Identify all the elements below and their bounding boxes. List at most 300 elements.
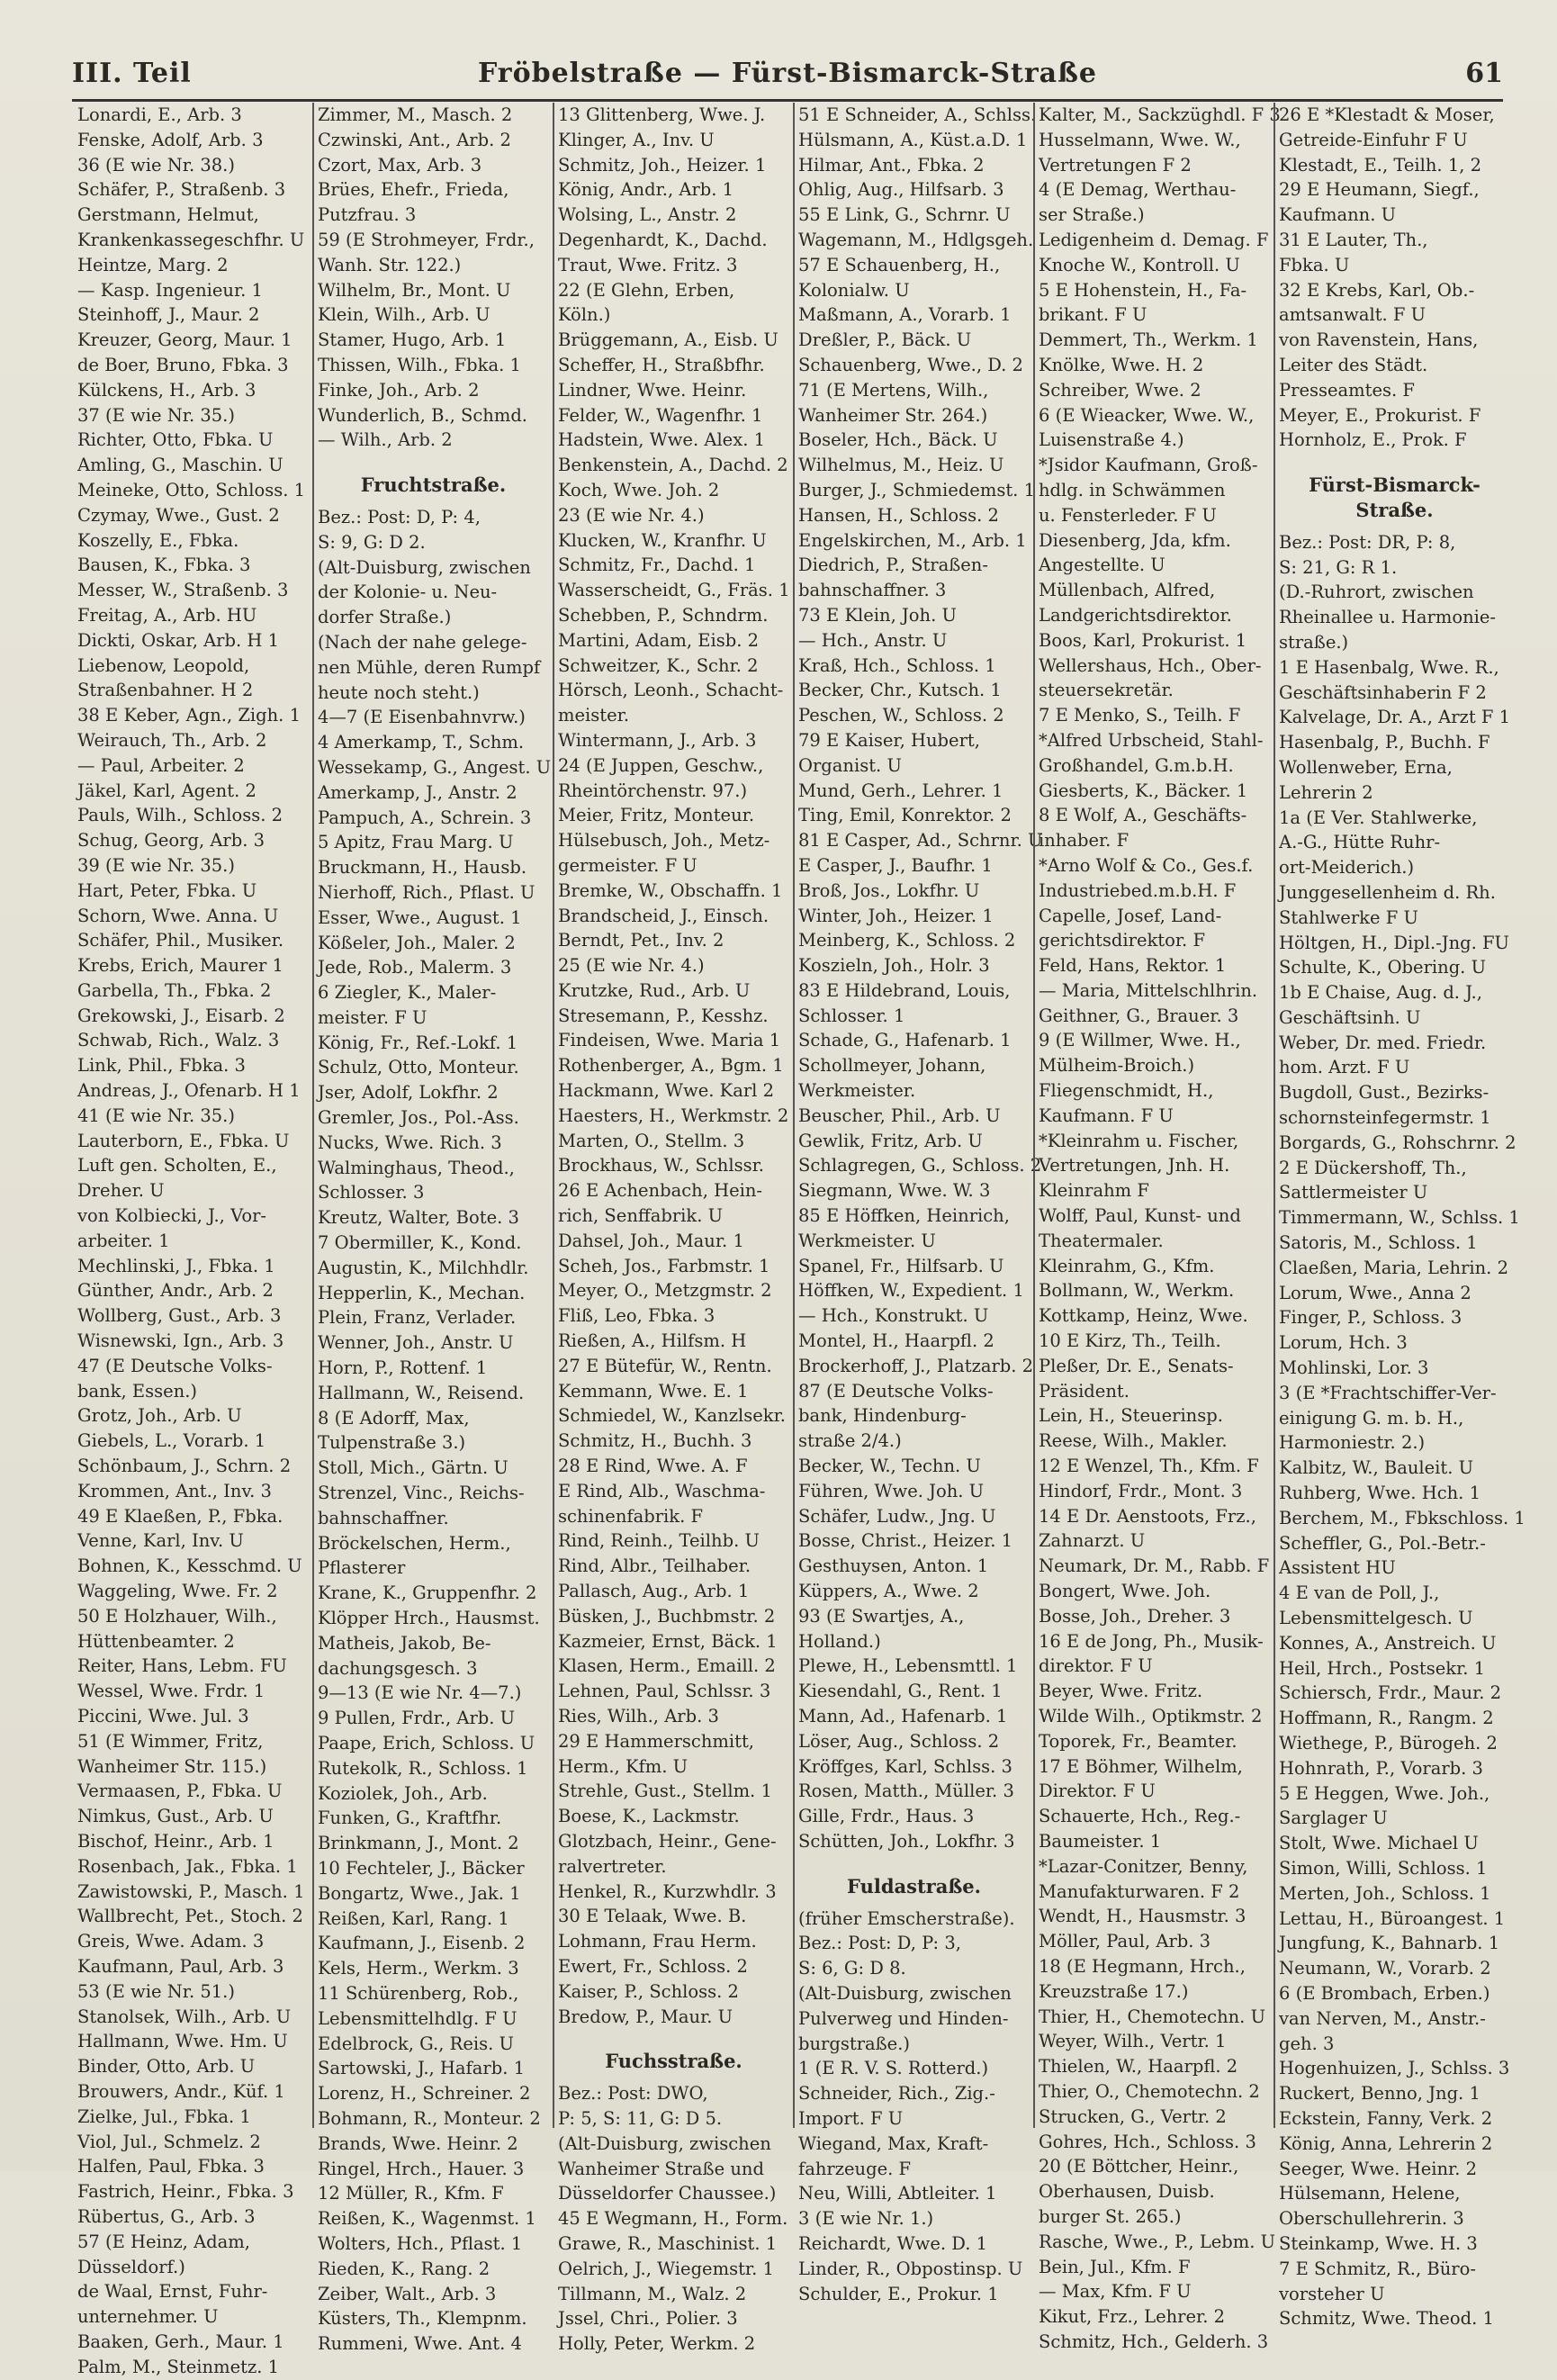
- directory-entry: Kreutz, Walter, Bote. 3: [318, 1207, 519, 1229]
- directory-entry: 8 E Wolf, A., Geschäfts-: [1039, 805, 1247, 826]
- directory-entry: burgstraße.): [798, 2033, 911, 2054]
- directory-entry: Lehnen, Paul, Schlssr. 3: [558, 1681, 771, 1702]
- directory-entry: Wilhelm, Br., Mont. U: [318, 279, 511, 301]
- directory-entry: 37 (E wie Nr. 35.): [77, 404, 235, 426]
- directory-entry: Wintermann, J., Arb. 3: [558, 729, 757, 751]
- directory-entry: Brands, Wwe. Heinr. 2: [318, 2132, 518, 2154]
- directory-entry: Bez.: Post: DR, P: 8,: [1279, 531, 1456, 553]
- directory-entry: Krane, K., Gruppenfhr. 2: [318, 1582, 537, 1604]
- directory-entry: Schlosser. 1: [798, 1005, 905, 1026]
- directory-entry: Lorum, Wwe., Anna 2: [1279, 1282, 1472, 1303]
- directory-entry: Kemmann, Wwe. E. 1: [558, 1380, 749, 1402]
- directory-entry: 51 (E Wimmer, Fritz,: [77, 1730, 264, 1752]
- directory-entry: Peschen, W., Schloss. 2: [798, 705, 1004, 726]
- directory-entry: Glotzbach, Heinr., Gene-: [558, 1830, 777, 1852]
- directory-entry: Pampuch, A., Schrein. 3: [318, 807, 532, 828]
- directory-entry: Bez.: Post: D, P: 4,: [318, 506, 481, 527]
- street-heading: Fürst-Bismarck-Straße.: [1309, 473, 1480, 521]
- directory-entry: 3 (E *Frachtschiffer-Ver-: [1279, 1382, 1497, 1403]
- directory-entry: 6 (E Wieacker, Wwe. W.,: [1039, 404, 1255, 426]
- directory-entry: Pallasch, Aug., Arb. 1: [558, 1581, 750, 1602]
- directory-entry: Ewert, Fr., Schloss. 2: [558, 1955, 748, 1977]
- directory-entry: 49 E Klaeßen, P., Fbka.: [77, 1505, 284, 1527]
- directory-entry: Lein, H., Steuerinsp.: [1039, 1405, 1223, 1427]
- directory-entry: Junggesellenheim d. Rh.: [1279, 881, 1496, 903]
- directory-entry: Lindner, Wwe. Heinr.: [558, 379, 747, 401]
- directory-entry: Koszieln, Joh., Holr. 3: [798, 955, 990, 977]
- directory-entry: Engelskirchen, M., Arb. 1: [798, 529, 1027, 551]
- directory-entry: Wasserscheidt, G., Fräs. 1: [558, 580, 790, 601]
- directory-entry: Finke, Joh., Arb. 2: [318, 379, 480, 401]
- directory-entry: Lonardi, E., Arb. 3: [77, 104, 242, 125]
- directory-entry: Wiethege, P., Bürogeh. 2: [1279, 1733, 1498, 1753]
- directory-entry: rich, Senffabrik. U: [558, 1205, 724, 1227]
- directory-entry: Bez.: Post: DWO,: [558, 2083, 708, 2105]
- directory-entry: Kaiser, P., Schloss. 2: [558, 1980, 739, 2002]
- directory-entry: meister.: [558, 705, 630, 726]
- directory-entry: bahnschaffner. 3: [798, 580, 947, 601]
- directory-entry: Wanheimer Str. 264.): [798, 404, 988, 426]
- directory-entry: Benkenstein, A., Dachd. 2: [558, 455, 788, 476]
- directory-entry: Klucken, W., Kranfhr. U: [558, 529, 767, 551]
- directory-entry: Lauterborn, E., Fbka. U: [77, 1130, 290, 1151]
- directory-entry: 59 (E Strohmeyer, Frdr.,: [318, 229, 535, 250]
- directory-entry: Schauenberg, Wwe., D. 2: [798, 354, 1023, 375]
- directory-entry: Mohlinski, Lor. 3: [1279, 1357, 1429, 1379]
- directory-entry: Amling, G., Maschin. U: [77, 455, 284, 476]
- directory-entry: Jser, Adolf, Lokfhr. 2: [318, 1082, 499, 1104]
- directory-entry: 50 E Holzhauer, Wilh.,: [77, 1605, 277, 1627]
- directory-entry: 7 E Menko, S., Teilh. F: [1039, 705, 1241, 726]
- directory-entry: Bein, Jul., Kfm. F: [1039, 2256, 1191, 2277]
- directory-entry: — Hch., Konstrukt. U: [798, 1305, 989, 1327]
- directory-entry: Herm., Kfm. U: [558, 1755, 688, 1777]
- directory-entry: 93 (E Swartjes, A.,: [798, 1605, 965, 1627]
- directory-entry: Eckstein, Fanny, Verk. 2: [1279, 2107, 1493, 2129]
- directory-entry: 16 E de Jong, Ph., Musik-: [1039, 1630, 1264, 1652]
- directory-entry: E Rind, Alb., Waschma-: [558, 1480, 766, 1501]
- directory-entry: Schlosser. 3: [318, 1182, 425, 1204]
- directory-entry: Schäfer, Phil., Musiker.: [77, 930, 284, 951]
- directory-entry: Meyer, O., Metzgmstr. 2: [558, 1280, 772, 1302]
- directory-entry: Schmitz, Fr., Dachd. 1: [558, 554, 756, 576]
- directory-entry: 29 E Hammerschmitt,: [558, 1730, 755, 1752]
- directory-entry: Wilde Wilh., Optikmstr. 2: [1039, 1706, 1263, 1726]
- directory-entry: Satoris, M., Schloss. 1: [1279, 1232, 1478, 1254]
- directory-entry: 36 (E wie Nr. 38.): [77, 154, 235, 176]
- directory-entry: Oelrich, J., Wiegemstr. 1: [558, 2258, 774, 2279]
- directory-entry: Heil, Hrch., Postsekr. 1: [1279, 1657, 1486, 1679]
- directory-entry: Import. F U: [798, 2107, 904, 2129]
- directory-entry: Zahnarzt. U: [1039, 1530, 1146, 1552]
- directory-entry: Schönbaum, J., Schrn. 2: [77, 1456, 292, 1477]
- directory-entry: — Maria, Mittelschlhrin.: [1039, 979, 1258, 1001]
- directory-entry: von Ravenstein, Hans,: [1279, 329, 1479, 351]
- directory-entry: Brockhaus, W., Schlssr.: [558, 1155, 764, 1176]
- directory-entry: Becker, W., Techn. U: [798, 1456, 981, 1477]
- directory-entry: nen Mühle, deren Rumpf: [318, 656, 541, 678]
- directory-entry: Tulpenstraße 3.): [318, 1432, 466, 1454]
- directory-entry: Wolters, Hch., Pflast. 1: [318, 2232, 523, 2254]
- directory-entry: 24 (E Juppen, Geschw.,: [558, 754, 764, 776]
- directory-entry: Boos, Karl, Prokurist. 1: [1039, 629, 1247, 651]
- directory-entry: Klasen, Herm., Emaill. 2: [558, 1655, 776, 1677]
- directory-entry: ser Straße.): [1039, 204, 1145, 226]
- directory-entry: 38 E Keber, Agn., Zigh. 1: [77, 705, 301, 726]
- directory-entry: Schulder, E., Prokur. 1: [798, 2283, 999, 2304]
- directory-entry: Stahlwerke F U: [1279, 906, 1418, 928]
- directory-entry: 32 E Krebs, Karl, Ob.-: [1279, 279, 1475, 301]
- directory-entry: Hogenhuizen, J., Schlss. 3: [1279, 2058, 1510, 2079]
- directory-entry: Rind, Reinh., Teilhb. U: [558, 1530, 760, 1552]
- directory-entry: 39 (E wie Nr. 35.): [77, 854, 235, 876]
- directory-entry: Krommen, Ant., Inv. 3: [77, 1480, 272, 1501]
- directory-entry: Seeger, Wwe. Heinr. 2: [1279, 2158, 1478, 2179]
- directory-entry: Augustin, K., Milchhdlr.: [318, 1257, 529, 1278]
- directory-entry: Garbella, Th., Fbka. 2: [77, 979, 272, 1001]
- directory-entry: Neumann, W., Vorarb. 2: [1279, 1958, 1491, 1979]
- directory-entry: Liebenow, Leopold,: [77, 654, 250, 676]
- directory-entry: Binder, Otto, Arb. U: [77, 2056, 256, 2078]
- directory-entry: Zeiber, Walt., Arb. 3: [318, 2283, 497, 2304]
- directory-entry: Jssel, Chri., Polier. 3: [558, 2308, 738, 2330]
- directory-entry: Dreher. U: [77, 1180, 165, 1202]
- directory-entry: Höltgen, H., Dipl.-Jng. FU: [1279, 932, 1509, 953]
- directory-entry: Meyer, E., Prokurist. F: [1279, 404, 1481, 426]
- directory-entry: Getreide-Einfuhr F U: [1279, 129, 1468, 150]
- directory-entry: Stresemann, P., Kesshz.: [558, 1005, 769, 1026]
- directory-entry: Fliß, Leo, Fbka. 3: [558, 1305, 716, 1327]
- directory-entry: 10 Fechteler, J., Bäcker: [318, 1857, 525, 1879]
- column-5: [1033, 103, 1281, 2352]
- directory-entry: 81 E Casper, Ad., Schrnr. U: [798, 830, 1043, 852]
- directory-entry: Hallmann, W., Reisend.: [318, 1382, 525, 1403]
- directory-entry: *Kleinrahm u. Fischer,: [1039, 1130, 1239, 1151]
- directory-entry: Henkel, R., Kurzwhdlr. 3: [558, 1880, 777, 1902]
- directory-entry: Thielen, W., Haarpfl. 2: [1039, 2056, 1238, 2078]
- directory-entry: Ries, Wilh., Arb. 3: [558, 1706, 719, 1726]
- directory-entry: Küsters, Th., Klempnm.: [318, 2308, 527, 2330]
- directory-entry: Hansen, H., Schloss. 2: [798, 504, 999, 526]
- directory-entry: Grawe, R., Maschinist. 1: [558, 2232, 778, 2254]
- directory-entry: Dreßler, P., Bäck. U: [798, 329, 972, 351]
- directory-entry: Wollenweber, Erna,: [1279, 756, 1453, 778]
- directory-entry: 1b E Chaise, Aug. d. J.,: [1279, 982, 1482, 1004]
- directory-entry: Messer, W., Straßenb. 3: [77, 580, 289, 601]
- directory-entry: 53 (E wie Nr. 51.): [77, 1980, 235, 2002]
- directory-entry: 73 E Klein, Joh. U: [798, 604, 957, 626]
- directory-entry: Ruhberg, Wwe. Hch. 1: [1279, 1483, 1480, 1504]
- directory-entry: Siegmann, Wwe. W. 3: [798, 1180, 991, 1202]
- directory-entry: 22 (E Glehn, Erben,: [558, 279, 735, 301]
- directory-entry: de Waal, Ernst, Fuhr-: [77, 2281, 268, 2303]
- directory-entry: Ledigenheim d. Demag. F: [1039, 229, 1269, 250]
- directory-entry: Kaufmann. F U: [1039, 1104, 1174, 1126]
- directory-entry: Bröckelschen, Herm.,: [318, 1532, 511, 1554]
- directory-entry: Hindorf, Frdr., Mont. 3: [1039, 1480, 1243, 1501]
- directory-entry: Bez.: Post: D, P: 3,: [798, 1933, 961, 1954]
- directory-entry: 13 Glittenberg, Wwe. J.: [558, 104, 766, 125]
- directory-entry: Bohmann, R., Monteur. 2: [318, 2107, 541, 2129]
- directory-entry: Kreuzer, Georg, Maur. 1: [77, 329, 292, 351]
- directory-entry: Schmitz, Hch., Gelderh. 3: [1039, 2330, 1269, 2352]
- directory-entry: Angestellte. U: [1039, 554, 1166, 576]
- directory-entry: 28 E Rind, Wwe. A. F: [558, 1456, 748, 1477]
- directory-entry: Manufakturwaren. F 2: [1039, 1880, 1240, 1902]
- directory-entry: Mechlinski, J., Fbka. 1: [77, 1255, 275, 1276]
- directory-entry: Landgerichtsdirektor.: [1039, 604, 1232, 626]
- directory-entry: Boese, K., Lackmstr.: [558, 1806, 740, 1827]
- directory-entry: hdlg. in Schwämmen: [1039, 479, 1226, 500]
- directory-entry: Weirauch, Th., Arb. 2: [77, 729, 267, 751]
- directory-entry: Hepperlin, K., Mechan.: [318, 1282, 526, 1303]
- directory-entry: Rheintörchenstr. 97.): [558, 780, 748, 801]
- directory-entry: Heintze, Marg. 2: [77, 254, 229, 275]
- directory-entry: Müllenbach, Alfred,: [1039, 580, 1216, 601]
- directory-entry: bank, Essen.): [77, 1380, 198, 1402]
- directory-entry: 7 E Schmitz, R., Büro-: [1279, 2258, 1476, 2279]
- directory-entry: Dickti, Oskar, Arb. H 1: [77, 629, 279, 651]
- directory-entry: 17 E Böhmer, Wilhelm,: [1039, 1755, 1243, 1777]
- directory-entry: Jungfung, K., Bahnarb. 1: [1279, 1933, 1500, 1954]
- directory-entry: Stoll, Mich., Gärtn. U: [318, 1457, 508, 1479]
- directory-entry: einigung G. m. b. H.,: [1279, 1407, 1464, 1429]
- directory-entry: Greis, Wwe. Adam. 3: [77, 1931, 265, 1952]
- directory-entry: hom. Arzt. F U: [1279, 1057, 1410, 1078]
- part-label: III. Teil: [72, 58, 192, 89]
- directory-entry: Präsident.: [1039, 1380, 1130, 1402]
- column-3: [553, 103, 793, 2355]
- directory-entry: Klöpper Hrch., Hausmst.: [318, 1608, 540, 1629]
- directory-entry: Rosenbach, Jak., Fbka. 1: [77, 1855, 298, 1877]
- directory-entry: Brüggemann, A., Eisb. U: [558, 329, 778, 351]
- directory-entry: Schneider, Rich., Zig.-: [798, 2083, 995, 2105]
- directory-entry: (früher Emscherstraße).: [798, 1907, 1015, 1929]
- directory-entry: Wenner, Joh., Anstr. U: [318, 1332, 514, 1354]
- directory-entry: Lebensmittelhdlg. F U: [318, 2007, 518, 2029]
- directory-entry: Scheffer, H., Straßbfhr.: [558, 354, 765, 375]
- directory-entry: Stamer, Hugo, Arb. 1: [318, 329, 507, 351]
- directory-entry: Kößeler, Joh., Maler. 2: [318, 932, 516, 953]
- column-1: [74, 103, 312, 2377]
- directory-entry: Büsken, J., Buchbmstr. 2: [558, 1605, 776, 1627]
- directory-entry: Merten, Joh., Schloss. 1: [1279, 1882, 1491, 1904]
- directory-entry: 29 E Heumann, Siegf.,: [1279, 179, 1480, 201]
- directory-entry: Wanh. Str. 122.): [318, 254, 462, 275]
- directory-entry: 41 (E wie Nr. 35.): [77, 1104, 235, 1126]
- directory-entry: 5 E Heggen, Wwe. Joh.,: [1279, 1782, 1490, 1804]
- directory-entry: Hallmann, Wwe. Hm. U: [77, 2031, 288, 2052]
- directory-entry: Assistent HU: [1279, 1557, 1396, 1579]
- directory-entry: Lorenz, H., Schreiner. 2: [318, 2083, 531, 2105]
- directory-entry: Czymay, Wwe., Gust. 2: [77, 504, 280, 526]
- directory-entry: Klestadt, E., Teilh. 1, 2: [1279, 154, 1482, 176]
- directory-entry: Reißen, K., Wagenmst. 1: [318, 2208, 536, 2230]
- directory-entry: Brinkmann, J., Mont. 2: [318, 1833, 519, 1854]
- directory-entry: Schmiedel, W., Kanzlsekr.: [558, 1405, 786, 1427]
- directory-entry: Luft gen. Scholten, E.,: [77, 1155, 277, 1176]
- directory-entry: Kraß, Hch., Schloss. 1: [798, 654, 996, 676]
- directory-entry: inhaber. F: [1039, 830, 1130, 852]
- directory-entry: Boseler, Hch., Bäck. U: [798, 429, 998, 451]
- directory-entry: Rummeni, Wwe. Ant. 4: [318, 2333, 522, 2355]
- directory-entry: S: 9, G: D 2.: [318, 531, 426, 553]
- directory-entry: Weyer, Wilh., Vertr. 1: [1039, 2031, 1227, 2052]
- directory-entry: Berndt, Pet., Inv. 2: [558, 930, 724, 951]
- directory-entry: 5 E Hohenstein, H., Fa-: [1039, 279, 1247, 301]
- directory-entry: Küppers, A., Wwe. 2: [798, 1581, 979, 1602]
- directory-entry: 10 E Kirz, Th., Teilh.: [1039, 1330, 1221, 1352]
- directory-entry: Nierhoff, Rich., Pflast. U: [318, 881, 536, 903]
- directory-entry: 27 E Bütefür, W., Rentn.: [558, 1355, 772, 1376]
- directory-entry: Stanolsek, Wilh., Arb. U: [77, 2006, 292, 2027]
- directory-entry: Sarglager U: [1279, 1808, 1388, 1829]
- directory-entry: Piccini, Wwe. Jul. 3: [77, 1706, 249, 1726]
- directory-entry: (Alt-Duisburg, zwischen: [798, 1982, 1012, 2004]
- directory-entry: Haesters, H., Werkmstr. 2: [558, 1104, 789, 1126]
- directory-entry: (Nach der nahe gelege-: [318, 631, 527, 653]
- directory-entry: Rieden, K., Rang. 2: [318, 2258, 490, 2279]
- directory-entry: Lettau, H., Büroangest. 1: [1279, 1907, 1506, 1929]
- directory-entry: Geithner, G., Brauer. 3: [1039, 1005, 1239, 1026]
- directory-entry: Wilhelmus, M., Heiz. U: [798, 455, 1004, 476]
- directory-entry: Schmitz, Wwe. Theod. 1: [1279, 2308, 1494, 2330]
- directory-entry: *Jsidor Kaufmann, Groß-: [1039, 455, 1258, 476]
- directory-entry: Andreas, J., Ofenarb. H 1: [77, 1080, 301, 1102]
- directory-entry: Hohnrath, P., Vorarb. 3: [1279, 1757, 1483, 1779]
- directory-entry: Bongert, Wwe. Joh.: [1039, 1581, 1211, 1602]
- directory-entry: 14 E Dr. Aenstoots, Frz.,: [1039, 1505, 1256, 1527]
- directory-entry: Giebels, L., Vorarb. 1: [77, 1430, 266, 1452]
- directory-entry: Kikut, Frz., Lehrer. 2: [1039, 2306, 1226, 2328]
- directory-entry: Krutzke, Rud., Arb. U: [558, 979, 751, 1001]
- directory-entry: Schade, G., Hafenarb. 1: [798, 1030, 1012, 1051]
- directory-entry: Rießen, A., Hilfsm. H: [558, 1330, 747, 1352]
- directory-entry: Hilmar, Ant., Fbka. 2: [798, 154, 985, 176]
- directory-entry: Wunderlich, B., Schmd.: [318, 404, 528, 426]
- directory-entry: Weber, Dr. med. Friedr.: [1279, 1032, 1487, 1053]
- directory-entry: Grekowski, J., Eisarb. 2: [77, 1005, 285, 1026]
- directory-entry: Scheh, Jos., Farbmstr. 1: [558, 1255, 770, 1276]
- directory-entry: 71 (E Mertens, Wilh.,: [798, 379, 989, 401]
- directory-entry: Marten, O., Stellm. 3: [558, 1130, 745, 1151]
- directory-entry: Geschäftsinhaberin F 2: [1279, 681, 1487, 703]
- directory-entry: Steinkamp, Wwe. H. 3: [1279, 2232, 1478, 2254]
- directory-entry: Straßenbahner. H 2: [77, 680, 254, 701]
- directory-entry: brikant. F U: [1039, 304, 1148, 326]
- directory-entry: — Kasp. Ingenieur. 1: [77, 279, 263, 301]
- directory-entry: meister. F U: [318, 1006, 428, 1028]
- directory-entry: Klinger, A., Inv. U: [558, 129, 715, 150]
- directory-entry: Strenzel, Vinc., Reichs-: [318, 1483, 525, 1504]
- directory-entry: Köln.): [558, 304, 611, 326]
- directory-entry: Rübertus, G., Arb. 3: [77, 2205, 256, 2227]
- directory-entry: Schlagregen, G., Schloss. 2: [798, 1155, 1042, 1176]
- directory-entry: Großhandel, G.m.b.H.: [1039, 754, 1234, 776]
- directory-entry: *Arno Wolf & Co., Ges.f.: [1039, 854, 1254, 876]
- directory-entry: Pauls, Wilh., Schloss. 2: [77, 805, 284, 826]
- directory-entry: steuersekretär.: [1039, 680, 1174, 701]
- directory-entry: Knölke, Wwe. H. 2: [1039, 354, 1204, 375]
- directory-entry: Kröffges, Karl, Schlss. 3: [798, 1755, 1012, 1777]
- directory-entry: Holly, Peter, Werkm. 2: [558, 2333, 756, 2355]
- directory-entry: Bugdoll, Gust., Bezirks-: [1279, 1082, 1490, 1104]
- directory-entry: Vermaasen, P., Fbka. U: [77, 1780, 283, 1802]
- page-title: Fröbelstraße — Fürst-Bismarck-Straße: [478, 58, 1097, 89]
- directory-entry: Wellershaus, Hch., Ober-: [1039, 654, 1262, 676]
- directory-entry: 47 (E Deutsche Volks-: [77, 1355, 273, 1376]
- directory-entry: Kels, Herm., Werkm. 3: [318, 1958, 519, 1979]
- directory-entry: 26 E *Klestadt & Moser,: [1279, 104, 1495, 125]
- directory-entry: 31 E Lauter, Th.,: [1279, 229, 1428, 250]
- directory-entry: Lohmann, Frau Herm.: [558, 1931, 757, 1952]
- column-4: [793, 103, 1043, 2304]
- directory-entry: Diedrich, P., Straßen-: [798, 554, 988, 576]
- directory-entry: (Alt-Duisburg, zwischen: [318, 556, 531, 578]
- directory-entry: Nucks, Wwe. Rich. 3: [318, 1131, 502, 1153]
- directory-entry: Montel, H., Haarpfl. 2: [798, 1330, 994, 1352]
- directory-entry: Bremke, W., Obschaffn. 1: [558, 879, 783, 901]
- directory-entry: Steinhoff, J., Maur. 2: [77, 304, 260, 326]
- directory-entry: Rutekolk, R., Schloss. 1: [318, 1757, 528, 1779]
- directory-entry: Meier, Fritz, Monteur.: [558, 805, 755, 826]
- directory-entry: Fenske, Adolf, Arb. 3: [77, 129, 264, 150]
- directory-entry: Kottkamp, Heinz, Wwe.: [1039, 1305, 1248, 1327]
- directory-entry: (Alt-Duisburg, zwischen: [558, 2132, 771, 2154]
- directory-entry: Günther, Andr., Arb. 2: [77, 1280, 274, 1302]
- directory-entry: König, Fr., Ref.-Lokf. 1: [318, 1032, 518, 1053]
- directory-entry: Toporek, Fr., Beamter.: [1039, 1730, 1238, 1752]
- directory-entry: Bredow, P., Maur. U: [558, 2006, 734, 2027]
- directory-entry: 4 E van de Poll, J.,: [1279, 1582, 1440, 1604]
- directory-entry: Kazmeier, Ernst, Bäck. 1: [558, 1630, 778, 1652]
- directory-entry: Burger, J., Schmiedemst. 1: [798, 479, 1035, 500]
- directory-entry: der Kolonie- u. Neu-: [318, 581, 498, 603]
- directory-entry: Grotz, Joh., Arb. U: [77, 1405, 242, 1427]
- directory-entry: Krebs, Erich, Maurer 1: [77, 955, 284, 977]
- column-2: [312, 103, 553, 2355]
- directory-entry: Organist. U: [798, 754, 902, 776]
- directory-entry: Finger, P., Schloss. 3: [1279, 1307, 1462, 1329]
- directory-entry: Rind, Albr., Teilhaber.: [558, 1555, 752, 1577]
- directory-entry: Oberhausen, Duisb.: [1039, 2181, 1215, 2203]
- directory-entry: Martini, Adam, Eisb. 2: [558, 629, 760, 651]
- directory-entry: 2 E Dückershoff, Th.,: [1279, 1157, 1467, 1178]
- street-heading: Fuchsstraße.: [605, 2050, 742, 2073]
- directory-entry: Palm, M., Steinmetz. 1: [77, 2356, 280, 2377]
- street-heading: Fruchtstraße.: [360, 473, 507, 497]
- directory-entry: Rheinallee u. Harmonie-: [1279, 607, 1497, 628]
- directory-entry: Baumeister. 1: [1039, 1830, 1162, 1852]
- directory-entry: Hornholz, E., Prok. F: [1279, 429, 1467, 451]
- directory-entry: bahnschaffner.: [318, 1507, 449, 1528]
- directory-entry: Wolff, Paul, Kunst- und: [1039, 1205, 1241, 1227]
- directory-entry: Hülsebusch, Joh., Metz-: [558, 830, 770, 852]
- directory-entry: Koch, Wwe. Joh. 2: [558, 479, 720, 500]
- directory-entry: Schäfer, P., Straßenb. 3: [77, 179, 286, 201]
- directory-entry: 11 Schürenberg, Rob.,: [318, 1982, 519, 2004]
- directory-entry: Spanel, Fr., Hilfsarb. U: [798, 1255, 1004, 1276]
- directory-entry: 7 Obermiller, K., Kond.: [318, 1232, 522, 1254]
- directory-entry: Schebben, P., Schndrm.: [558, 604, 769, 626]
- directory-entry: 5 Apitz, Frau Marg. U: [318, 832, 514, 853]
- directory-entry: Harmoniestr. 2.): [1279, 1432, 1426, 1454]
- directory-entry: 4—7 (E Eisenbahnvrw.): [318, 707, 526, 728]
- directory-entry: Kaufmann, Paul, Arb. 3: [77, 1955, 284, 1977]
- directory-entry: gerichtsdirektor. F: [1039, 930, 1205, 951]
- directory-entry: 18 (E Hegmann, Hrch.,: [1039, 1955, 1246, 1977]
- directory-entry: Werkmeister. U: [798, 1230, 936, 1251]
